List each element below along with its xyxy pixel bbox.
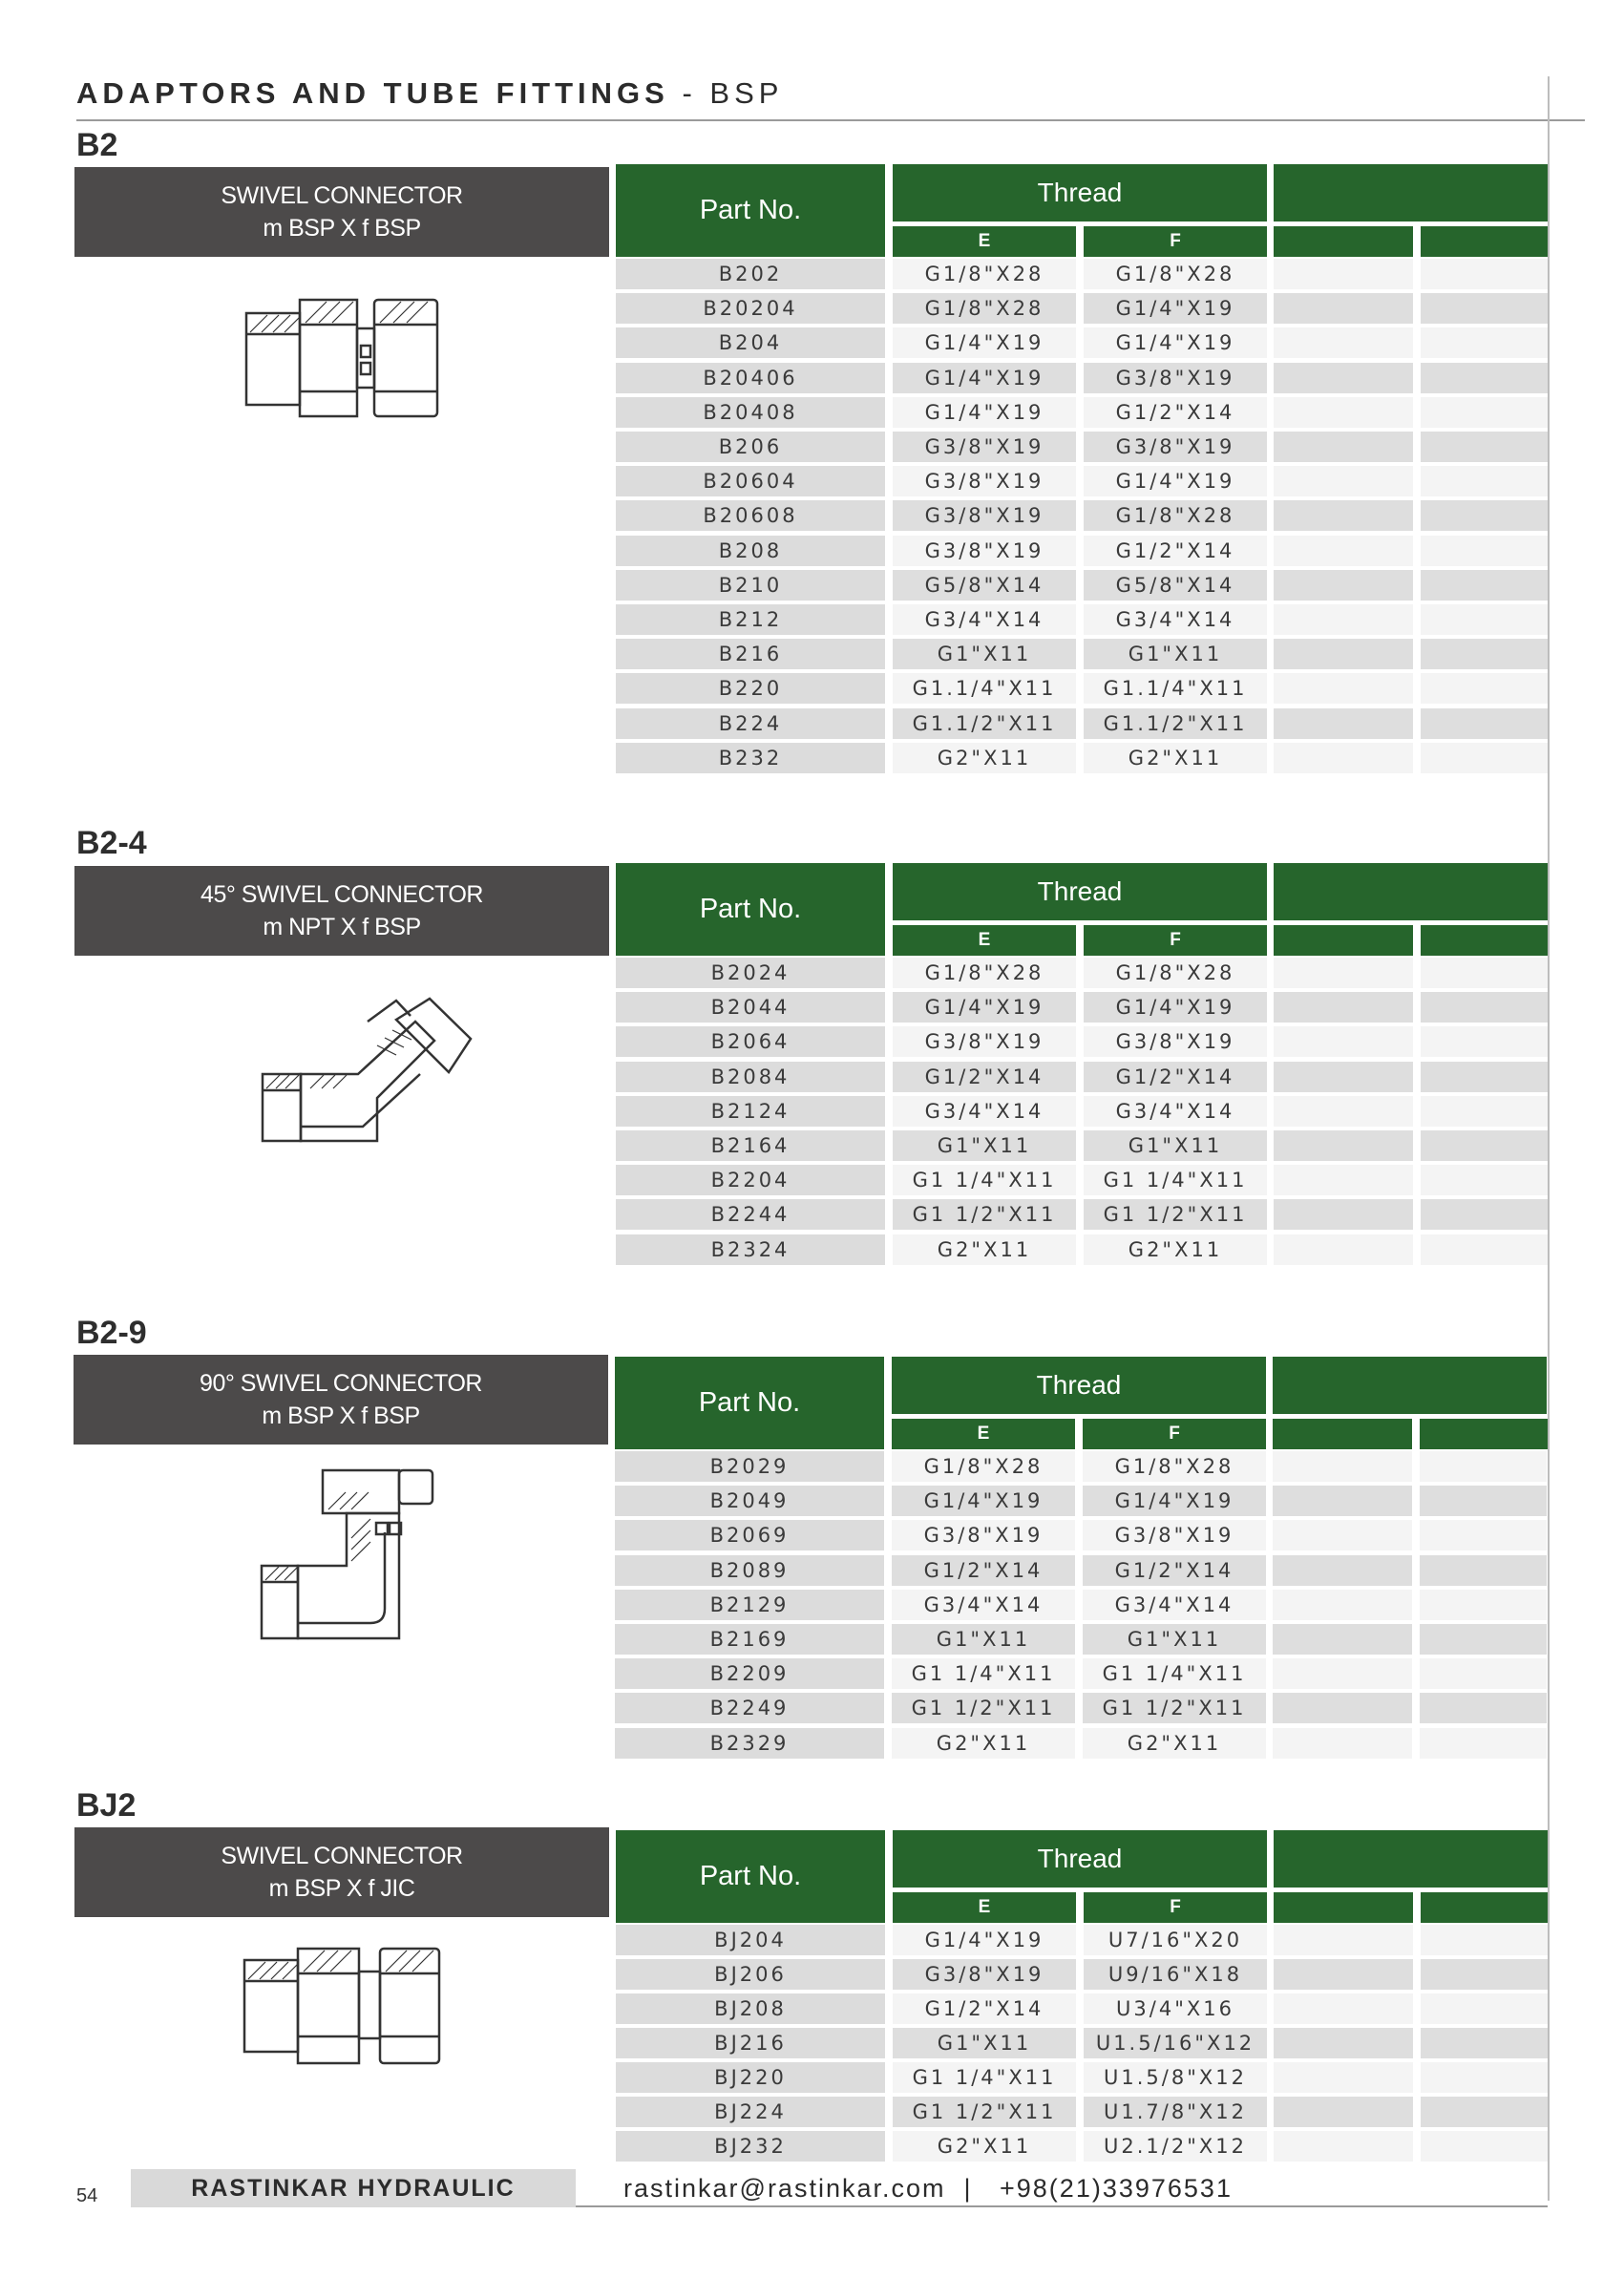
section-description bbox=[74, 1355, 608, 1445]
part-number-cell: B2249 bbox=[615, 1693, 884, 1723]
blank-cell bbox=[1420, 1451, 1547, 1482]
part-number-cell: BJ204 bbox=[616, 1925, 885, 1955]
thread-e-cell: G1/2"X14 bbox=[893, 1062, 1076, 1092]
blank-cell bbox=[1274, 708, 1413, 739]
table-row bbox=[615, 1658, 1547, 1689]
table-row bbox=[616, 293, 1548, 324]
part-no-header: Part No. bbox=[616, 1830, 885, 1923]
table-row bbox=[616, 500, 1548, 531]
thread-f-cell: U3/4"X16 bbox=[1084, 1993, 1267, 2024]
part-number-cell: B224 bbox=[616, 708, 885, 739]
thread-f-cell: U2.1/2"X12 bbox=[1084, 2131, 1267, 2162]
table-row bbox=[616, 1165, 1548, 1195]
blank-cell bbox=[1274, 570, 1413, 601]
thread-e-cell: G1/4"X19 bbox=[893, 397, 1076, 428]
blank-cell bbox=[1421, 1130, 1548, 1161]
blank-cell bbox=[1273, 1520, 1412, 1550]
thread-f-cell: U9/16"X18 bbox=[1084, 1959, 1267, 1990]
table-row bbox=[616, 1026, 1548, 1057]
thread-e-cell: G1 1/4"X11 bbox=[893, 2062, 1076, 2093]
thread-header: Thread bbox=[893, 1830, 1267, 1888]
blank-cell bbox=[1274, 1165, 1413, 1195]
blank-cell bbox=[1274, 500, 1413, 531]
blank-cell bbox=[1421, 2097, 1548, 2127]
thread-f-cell: G1/4"X19 bbox=[1084, 293, 1267, 324]
part-number-cell: B2164 bbox=[616, 1130, 885, 1161]
thread-header: Thread bbox=[893, 164, 1267, 221]
blank-cell bbox=[1274, 743, 1413, 773]
thread-e-cell: G1 1/2"X11 bbox=[892, 1693, 1075, 1723]
thread-e-cell: G1/8"X28 bbox=[893, 958, 1076, 988]
blank-cell bbox=[1421, 2062, 1548, 2093]
thread-e-cell: G3/8"X19 bbox=[892, 1520, 1075, 1550]
section-code: B2-4 bbox=[76, 825, 147, 861]
thread-e-cell: G1"X11 bbox=[893, 2028, 1076, 2058]
section-title: 90° SWIVEL CONNECTOR bbox=[200, 1370, 482, 1397]
blank-cell bbox=[1421, 259, 1548, 289]
table-row bbox=[615, 1590, 1547, 1620]
blank-cell bbox=[1420, 1520, 1547, 1550]
thread-f-cell: G1.1/4"X11 bbox=[1084, 673, 1267, 704]
blank-cell bbox=[1274, 2097, 1413, 2127]
part-number-cell: BJ208 bbox=[616, 1993, 885, 2024]
swivel-connector-drawing bbox=[239, 286, 458, 430]
blank-cell bbox=[1274, 397, 1413, 428]
thread-e-cell: G2"X11 bbox=[893, 2131, 1076, 2162]
table-row bbox=[616, 1925, 1548, 1955]
page-number: 54 bbox=[76, 2185, 98, 2206]
blank-cell bbox=[1420, 1555, 1547, 1586]
part-number-cell: B2204 bbox=[616, 1165, 885, 1195]
thread-e-cell: G5/8"X14 bbox=[893, 570, 1076, 601]
table-row bbox=[616, 1993, 1548, 2024]
thread-f-cell: G1"X11 bbox=[1084, 639, 1267, 669]
blank-subheader bbox=[1420, 1419, 1548, 1449]
part-number-cell: B232 bbox=[616, 743, 885, 773]
thread-e-cell: G1"X11 bbox=[892, 1624, 1075, 1655]
part-number-cell: B2089 bbox=[615, 1555, 884, 1586]
blank-cell bbox=[1274, 1993, 1413, 2024]
thread-f-cell: G1 1/4"X11 bbox=[1084, 1165, 1267, 1195]
thread-f-header: F bbox=[1084, 925, 1267, 956]
blank-subheader bbox=[1273, 1419, 1412, 1449]
elbow-90-fitting-drawing bbox=[256, 1466, 447, 1647]
thread-f-cell: G1/4"X19 bbox=[1084, 466, 1267, 496]
blank-cell bbox=[1421, 1993, 1548, 2024]
thread-f-cell: U1.5/16"X12 bbox=[1084, 2028, 1267, 2058]
table-row bbox=[616, 466, 1548, 496]
blank-cell bbox=[1420, 1624, 1547, 1655]
blank-cell bbox=[1273, 1590, 1412, 1620]
table-row bbox=[615, 1486, 1547, 1516]
blank-cell bbox=[1421, 1925, 1548, 1955]
blank-cell bbox=[1421, 1234, 1548, 1265]
thread-e-cell: G1/4"X19 bbox=[893, 992, 1076, 1023]
blank-cell bbox=[1274, 536, 1413, 566]
jic-swivel-connector-drawing bbox=[239, 1933, 458, 2077]
part-number-cell: B2329 bbox=[615, 1728, 884, 1759]
section-code: B2 bbox=[76, 127, 118, 163]
thread-e-cell: G1/8"X28 bbox=[893, 259, 1076, 289]
thread-f-cell: G1/8"X28 bbox=[1084, 500, 1267, 531]
table-row bbox=[616, 397, 1548, 428]
thread-f-cell: G3/4"X14 bbox=[1084, 1096, 1267, 1127]
table-row bbox=[616, 432, 1548, 462]
thread-f-cell: G1"X11 bbox=[1084, 1130, 1267, 1161]
blank-cell bbox=[1421, 570, 1548, 601]
thread-e-cell: G1 1/4"X11 bbox=[893, 1165, 1076, 1195]
blank-cell bbox=[1273, 1693, 1412, 1723]
thread-f-cell: G3/8"X19 bbox=[1084, 1026, 1267, 1057]
blank-cell bbox=[1421, 673, 1548, 704]
page-title-subtitle: - BSP bbox=[668, 76, 784, 110]
thread-e-cell: G3/8"X19 bbox=[893, 466, 1076, 496]
thread-f-cell: G1/2"X14 bbox=[1084, 397, 1267, 428]
thread-e-cell: G3/4"X14 bbox=[893, 1096, 1076, 1127]
thread-e-cell: G1/4"X19 bbox=[893, 363, 1076, 393]
thread-f-cell: G2"X11 bbox=[1084, 1234, 1267, 1265]
thread-e-cell: G3/8"X19 bbox=[893, 500, 1076, 531]
part-number-cell: B2024 bbox=[616, 958, 885, 988]
blank-subheader bbox=[1274, 226, 1413, 257]
thread-e-header: E bbox=[893, 1892, 1076, 1923]
part-no-header: Part No. bbox=[615, 1357, 884, 1449]
part-number-cell: B208 bbox=[616, 536, 885, 566]
part-number-cell: B2069 bbox=[615, 1520, 884, 1550]
thread-f-cell: G1 1/2"X11 bbox=[1083, 1693, 1266, 1723]
thread-e-cell: G2"X11 bbox=[893, 743, 1076, 773]
table-row bbox=[616, 1959, 1548, 1990]
thread-header: Thread bbox=[893, 863, 1267, 920]
thread-e-cell: G1/4"X19 bbox=[893, 1925, 1076, 1955]
thread-e-cell: G3/4"X14 bbox=[892, 1590, 1075, 1620]
footer-rule bbox=[576, 2205, 1548, 2207]
page-title-main: ADAPTORS AND TUBE FITTINGS bbox=[76, 76, 669, 110]
blank-cell bbox=[1421, 1026, 1548, 1057]
thread-f-cell: G1/8"X28 bbox=[1084, 958, 1267, 988]
page-title bbox=[76, 76, 783, 111]
blank-cell bbox=[1421, 293, 1548, 324]
blank-cell bbox=[1274, 958, 1413, 988]
part-number-cell: B2029 bbox=[615, 1451, 884, 1482]
thread-f-cell: G1/2"X14 bbox=[1084, 536, 1267, 566]
blank-cell bbox=[1421, 1165, 1548, 1195]
part-number-cell: BJ224 bbox=[616, 2097, 885, 2127]
section-subtitle: m BSP X f JIC bbox=[268, 1875, 415, 1902]
blank-header bbox=[1274, 1830, 1548, 1888]
thread-e-cell: G1/8"X28 bbox=[892, 1451, 1075, 1482]
thread-e-cell: G3/8"X19 bbox=[893, 1959, 1076, 1990]
part-number-cell: B2244 bbox=[616, 1199, 885, 1230]
thread-f-cell: G1/8"X28 bbox=[1083, 1451, 1266, 1482]
blank-cell bbox=[1421, 363, 1548, 393]
section-subtitle: m NPT X f BSP bbox=[263, 914, 421, 940]
table-row bbox=[616, 673, 1548, 704]
part-number-cell: B210 bbox=[616, 570, 885, 601]
part-number-cell: B20406 bbox=[616, 363, 885, 393]
blank-cell bbox=[1421, 536, 1548, 566]
table-row bbox=[615, 1624, 1547, 1655]
thread-f-cell: U7/16"X20 bbox=[1084, 1925, 1267, 1955]
blank-cell bbox=[1274, 1130, 1413, 1161]
header-rule bbox=[76, 119, 1585, 121]
thread-e-cell: G3/8"X19 bbox=[893, 536, 1076, 566]
table-row bbox=[616, 1199, 1548, 1230]
thread-f-cell: G1/2"X14 bbox=[1083, 1555, 1266, 1586]
thread-f-cell: G1"X11 bbox=[1083, 1624, 1266, 1655]
thread-header: Thread bbox=[892, 1357, 1266, 1414]
blank-cell bbox=[1420, 1658, 1547, 1689]
thread-f-cell: U1.5/8"X12 bbox=[1084, 2062, 1267, 2093]
thread-e-cell: G2"X11 bbox=[892, 1728, 1075, 1759]
section-description bbox=[74, 866, 609, 956]
table-row bbox=[616, 363, 1548, 393]
part-number-cell: B2049 bbox=[615, 1486, 884, 1516]
thread-e-cell: G1/4"X19 bbox=[893, 327, 1076, 358]
table-row bbox=[616, 570, 1548, 601]
thread-e-cell: G1/2"X14 bbox=[893, 1993, 1076, 2024]
table-row bbox=[616, 259, 1548, 289]
blank-cell bbox=[1274, 604, 1413, 635]
blank-cell bbox=[1274, 466, 1413, 496]
part-number-cell: B2169 bbox=[615, 1624, 884, 1655]
table-row bbox=[616, 708, 1548, 739]
blank-cell bbox=[1273, 1728, 1412, 1759]
part-number-cell: B202 bbox=[616, 259, 885, 289]
blank-cell bbox=[1274, 327, 1413, 358]
blank-cell bbox=[1421, 327, 1548, 358]
thread-f-cell: G2"X11 bbox=[1084, 743, 1267, 773]
blank-cell bbox=[1421, 432, 1548, 462]
part-number-cell: B216 bbox=[616, 639, 885, 669]
table-row bbox=[616, 2097, 1548, 2127]
thread-e-cell: G1/4"X19 bbox=[892, 1486, 1075, 1516]
thread-f-cell: G1/4"X19 bbox=[1083, 1486, 1266, 1516]
thread-e-cell: G2"X11 bbox=[893, 1234, 1076, 1265]
part-number-cell: B2084 bbox=[616, 1062, 885, 1092]
thread-e-cell: G1"X11 bbox=[893, 1130, 1076, 1161]
part-number-cell: B20604 bbox=[616, 466, 885, 496]
thread-f-cell: G5/8"X14 bbox=[1084, 570, 1267, 601]
part-number-cell: BJ206 bbox=[616, 1959, 885, 1990]
blank-cell bbox=[1274, 2131, 1413, 2162]
part-no-header: Part No. bbox=[616, 164, 885, 257]
table-row bbox=[616, 1234, 1548, 1265]
blank-subheader bbox=[1274, 925, 1413, 956]
blank-header bbox=[1274, 863, 1548, 920]
blank-cell bbox=[1420, 1486, 1547, 1516]
thread-f-cell: G3/4"X14 bbox=[1084, 604, 1267, 635]
thread-e-cell: G3/4"X14 bbox=[893, 604, 1076, 635]
table-row bbox=[616, 639, 1548, 669]
thread-e-cell: G1/8"X28 bbox=[893, 293, 1076, 324]
part-number-cell: B2064 bbox=[616, 1026, 885, 1057]
thread-e-cell: G1"X11 bbox=[893, 639, 1076, 669]
table-row bbox=[616, 327, 1548, 358]
blank-cell bbox=[1421, 992, 1548, 1023]
blank-cell bbox=[1421, 958, 1548, 988]
blank-cell bbox=[1274, 1026, 1413, 1057]
blank-cell bbox=[1274, 2028, 1413, 2058]
blank-subheader bbox=[1421, 1892, 1548, 1923]
blank-cell bbox=[1421, 1096, 1548, 1127]
blank-cell bbox=[1274, 1925, 1413, 1955]
blank-cell bbox=[1420, 1693, 1547, 1723]
section-code: B2-9 bbox=[76, 1315, 147, 1351]
section-title: SWIVEL CONNECTOR bbox=[221, 1843, 463, 1869]
blank-cell bbox=[1274, 639, 1413, 669]
part-number-cell: BJ232 bbox=[616, 2131, 885, 2162]
thread-f-header: F bbox=[1084, 1892, 1267, 1923]
thread-f-header: F bbox=[1084, 226, 1267, 257]
blank-cell bbox=[1274, 432, 1413, 462]
part-number-cell: B2124 bbox=[616, 1096, 885, 1127]
thread-f-cell: U1.7/8"X12 bbox=[1084, 2097, 1267, 2127]
thread-f-cell: G1.1/2"X11 bbox=[1084, 708, 1267, 739]
blank-cell bbox=[1421, 397, 1548, 428]
blank-cell bbox=[1274, 1234, 1413, 1265]
part-number-cell: B2044 bbox=[616, 992, 885, 1023]
table-row bbox=[615, 1693, 1547, 1723]
thread-f-cell: G3/8"X19 bbox=[1084, 363, 1267, 393]
thread-e-cell: G1.1/4"X11 bbox=[893, 673, 1076, 704]
table-row bbox=[615, 1555, 1547, 1586]
blank-cell bbox=[1421, 466, 1548, 496]
footer-brand: RASTINKAR HYDRAULIC bbox=[131, 2169, 576, 2207]
table-row bbox=[616, 2131, 1548, 2162]
part-number-cell: B2324 bbox=[616, 1234, 885, 1265]
thread-f-cell: G2"X11 bbox=[1083, 1728, 1266, 1759]
blank-cell bbox=[1421, 1959, 1548, 1990]
thread-e-cell: G3/8"X19 bbox=[893, 432, 1076, 462]
thread-e-cell: G1.1/2"X11 bbox=[893, 708, 1076, 739]
thread-f-cell: G1/2"X14 bbox=[1084, 1062, 1267, 1092]
table-row bbox=[616, 1096, 1548, 1127]
blank-cell bbox=[1421, 743, 1548, 773]
blank-cell bbox=[1421, 500, 1548, 531]
blank-cell bbox=[1274, 673, 1413, 704]
thread-e-header: E bbox=[893, 925, 1076, 956]
thread-f-cell: G3/4"X14 bbox=[1083, 1590, 1266, 1620]
table-row bbox=[616, 958, 1548, 988]
part-number-cell: B20204 bbox=[616, 293, 885, 324]
footer-contact: rastinkar@rastinkar.com | +98(21)33976531 bbox=[623, 2173, 1233, 2203]
part-number-cell: B204 bbox=[616, 327, 885, 358]
thread-f-cell: G1/4"X19 bbox=[1084, 327, 1267, 358]
margin-rule bbox=[1548, 76, 1550, 2201]
table-row bbox=[616, 604, 1548, 635]
table-row bbox=[616, 2028, 1548, 2058]
table-row bbox=[615, 1520, 1547, 1550]
blank-cell bbox=[1274, 1959, 1413, 1990]
section-title: 45° SWIVEL CONNECTOR bbox=[200, 881, 483, 908]
blank-header bbox=[1273, 1357, 1547, 1414]
section-subtitle: m BSP X f BSP bbox=[262, 1403, 420, 1429]
blank-cell bbox=[1274, 1096, 1413, 1127]
part-number-cell: BJ220 bbox=[616, 2062, 885, 2093]
part-number-cell: B2209 bbox=[615, 1658, 884, 1689]
thread-f-cell: G1 1/4"X11 bbox=[1083, 1658, 1266, 1689]
part-no-header: Part No. bbox=[616, 863, 885, 956]
section-description bbox=[74, 1827, 609, 1917]
blank-cell bbox=[1273, 1555, 1412, 1586]
blank-subheader bbox=[1421, 226, 1548, 257]
section-code: BJ2 bbox=[76, 1787, 137, 1824]
blank-cell bbox=[1421, 639, 1548, 669]
blank-cell bbox=[1273, 1486, 1412, 1516]
table-row bbox=[616, 1062, 1548, 1092]
blank-cell bbox=[1421, 1199, 1548, 1230]
table-row bbox=[616, 992, 1548, 1023]
thread-e-cell: G1 1/4"X11 bbox=[892, 1658, 1075, 1689]
blank-cell bbox=[1274, 2062, 1413, 2093]
thread-e-cell: G1 1/2"X11 bbox=[893, 1199, 1076, 1230]
blank-cell bbox=[1274, 259, 1413, 289]
blank-cell bbox=[1274, 1062, 1413, 1092]
table-row bbox=[616, 1130, 1548, 1161]
part-number-cell: B2129 bbox=[615, 1590, 884, 1620]
thread-f-cell: G1/4"X19 bbox=[1084, 992, 1267, 1023]
blank-cell bbox=[1421, 708, 1548, 739]
thread-f-cell: G1 1/2"X11 bbox=[1084, 1199, 1267, 1230]
part-number-cell: B220 bbox=[616, 673, 885, 704]
thread-f-header: F bbox=[1083, 1419, 1266, 1449]
thread-e-cell: G1/2"X14 bbox=[892, 1555, 1075, 1586]
thread-f-cell: G3/8"X19 bbox=[1084, 432, 1267, 462]
blank-cell bbox=[1421, 2131, 1548, 2162]
thread-e-cell: G1 1/2"X11 bbox=[893, 2097, 1076, 2127]
table-row bbox=[616, 2062, 1548, 2093]
part-number-cell: B212 bbox=[616, 604, 885, 635]
blank-cell bbox=[1274, 1199, 1413, 1230]
blank-cell bbox=[1274, 363, 1413, 393]
thread-f-cell: G3/8"X19 bbox=[1083, 1520, 1266, 1550]
blank-header bbox=[1274, 164, 1548, 221]
blank-cell bbox=[1421, 1062, 1548, 1092]
section-description bbox=[74, 167, 609, 257]
section-subtitle: m BSP X f BSP bbox=[263, 215, 421, 242]
part-number-cell: BJ216 bbox=[616, 2028, 885, 2058]
blank-cell bbox=[1274, 293, 1413, 324]
section-title: SWIVEL CONNECTOR bbox=[221, 182, 463, 209]
part-number-cell: B20608 bbox=[616, 500, 885, 531]
blank-cell bbox=[1420, 1728, 1547, 1759]
blank-cell bbox=[1273, 1624, 1412, 1655]
thread-f-cell: G1/8"X28 bbox=[1084, 259, 1267, 289]
blank-subheader bbox=[1274, 1892, 1413, 1923]
blank-subheader bbox=[1421, 925, 1548, 956]
table-row bbox=[616, 536, 1548, 566]
thread-e-cell: G3/8"X19 bbox=[893, 1026, 1076, 1057]
thread-e-header: E bbox=[893, 226, 1076, 257]
part-number-cell: B20408 bbox=[616, 397, 885, 428]
blank-cell bbox=[1273, 1658, 1412, 1689]
blank-cell bbox=[1420, 1590, 1547, 1620]
blank-cell bbox=[1274, 992, 1413, 1023]
elbow-45-fitting-drawing bbox=[253, 983, 482, 1150]
blank-cell bbox=[1421, 604, 1548, 635]
thread-e-header: E bbox=[892, 1419, 1075, 1449]
table-row bbox=[616, 743, 1548, 773]
blank-cell bbox=[1273, 1451, 1412, 1482]
part-number-cell: B206 bbox=[616, 432, 885, 462]
table-row bbox=[615, 1728, 1547, 1759]
table-row bbox=[615, 1451, 1547, 1482]
blank-cell bbox=[1421, 2028, 1548, 2058]
